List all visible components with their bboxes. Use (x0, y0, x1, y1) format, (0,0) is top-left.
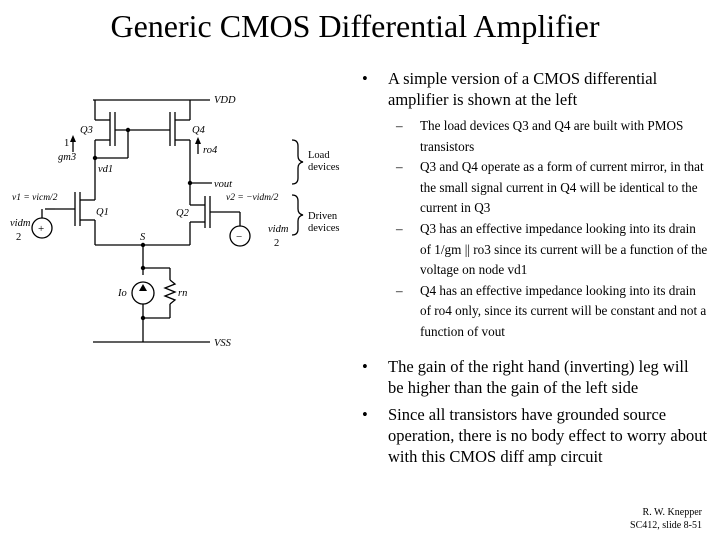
plus-left-icon: + (38, 223, 45, 235)
io-label: Io (118, 288, 127, 299)
slide-title: Generic CMOS Differential Amplifier (110, 8, 600, 44)
bullet-marker: • (362, 404, 368, 424)
node-s-label: S (140, 232, 146, 243)
q2-label: Q2 (176, 208, 189, 219)
dash-marker: – (396, 220, 403, 236)
two-left-label: 2 (16, 232, 22, 243)
dash-marker: – (396, 159, 403, 175)
bullet-text: A simple version of a CMOS differential amplifier is shown at the left (388, 69, 658, 109)
gm3-label: gm3 (58, 152, 77, 163)
sub-bullet-item (356, 116, 708, 157)
sub-bullet-item (356, 219, 708, 281)
cmos-diff-amp-schematic (0, 80, 340, 370)
one-label: 1 (64, 138, 70, 149)
vidm-right-label: vidm (268, 224, 289, 235)
rn-label: rn (178, 288, 188, 299)
load-label: Load (308, 150, 330, 161)
v1-label: v1 = vicm/2 (12, 193, 58, 203)
bullet-marker: • (362, 356, 368, 376)
sub-bullet-item (356, 157, 708, 219)
v2-label: v2 = −vidm/2 (226, 193, 279, 203)
bullet-item (356, 356, 708, 398)
q1-label: Q1 (96, 207, 109, 218)
slide-footer (630, 506, 702, 532)
bullet-marker: • (362, 69, 368, 88)
two-right-label: 2 (274, 238, 280, 249)
q4-label: Q4 (192, 125, 205, 136)
driven-label: Driven (308, 211, 338, 222)
sub-bullet-text: Q4 has an effective impedance looking into its drain of ro4 only, since its current will be constant and not a function of vout (420, 282, 707, 339)
dash-marker: – (396, 118, 403, 133)
sub-bullet-text: Q3 and Q4 operate as a form of current mirror, in that the small signal current in Q4 will be identical to the current in Q3 (420, 159, 704, 216)
sub-bullet-item (356, 281, 708, 343)
bullet-text: Since all transistors have grounded source operation, there is no body effect to worry about with this CMOS diff amp circuit (388, 404, 708, 466)
bullet-text: The gain of the right hand (inverting) leg will be higher than the gain of the left side (388, 356, 689, 397)
vss-label: VSS (214, 338, 231, 349)
bullet-item (356, 404, 708, 467)
minus-right-icon: − (236, 231, 243, 243)
vidm-left-label: vidm (10, 218, 31, 229)
driven-devices-label: devices (308, 223, 340, 234)
load-devices-label: devices (308, 162, 340, 173)
ro4-label: ro4 (203, 145, 218, 156)
vdd-label: VDD (214, 95, 236, 106)
footer-slide-number: SC412, slide 8-51 (630, 520, 702, 531)
q3-label: Q3 (80, 125, 93, 136)
vd1-label: vd1 (98, 164, 114, 175)
vout-label: vout (214, 179, 233, 190)
bullet-item (356, 68, 708, 110)
sub-bullet-text: The load devices Q3 and Q4 are built with PMOS transistors (420, 118, 684, 154)
sub-bullet-text: Q3 has an effective impedance looking into its drain of 1/gm || ro3 since its current will be a function of the voltage on node vd1 (420, 220, 708, 278)
footer-author: R. W. Knepper (642, 507, 702, 518)
dash-marker: – (396, 282, 403, 298)
bullet-list (356, 68, 708, 467)
